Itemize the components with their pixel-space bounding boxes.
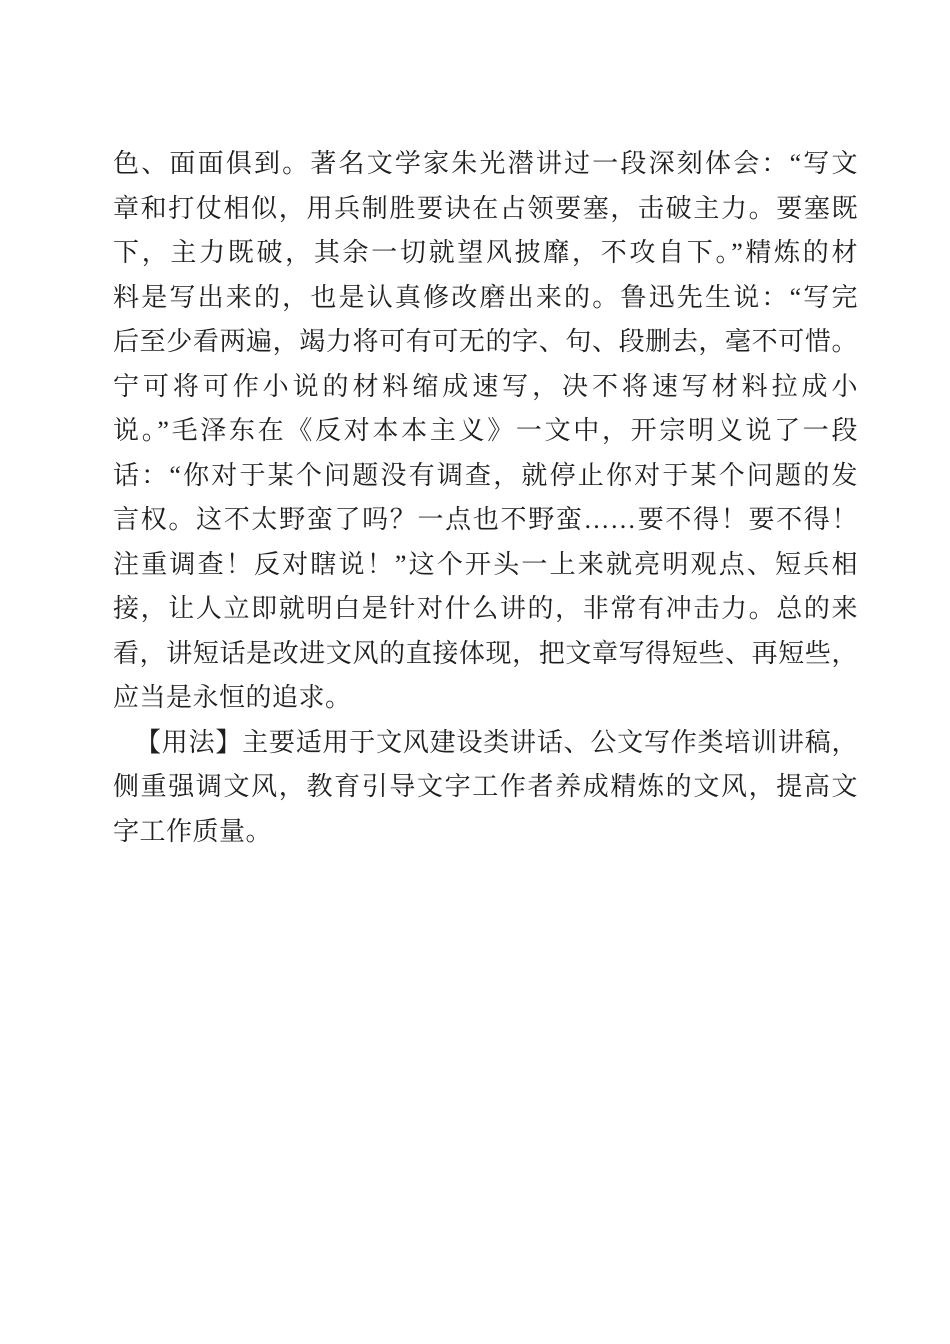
text-line: 接，让人立即就明白是针对什么讲的，非常有冲击力。总的来 [113,594,858,623]
text-line: 下，主力既破，其余一切就望风披靡，不攻自下。”精炼的材 [113,238,858,267]
paragraph-body-text [113,142,858,721]
text-line: 话：“你对于某个问题没有调查，就停止你对于某个问题的发 [113,460,858,490]
text-line: 宁可将可作小说的材料缩成速写，决不将速写材料拉成小 [113,371,858,401]
text-line: 应当是永恒的追求。 [113,683,352,712]
text-line: 说。”毛泽东在《反对本本主义》一文中，开宗明义说了一段 [113,416,858,445]
text-line: 【用法】主要适用于文风建设类讲话、公文写作类培训讲稿， [135,727,858,757]
text-line: 注重调查！反对瞎说！”这个开头一上来就亮明观点、短兵相 [113,549,858,579]
text-line: 章和打仗相似，用兵制胜要诀在占领要塞，击破主力。要塞既 [113,193,858,223]
text-line: 侧重强调文风，教育引导文字工作者养成精炼的文风，提高文 [113,772,858,801]
text-line: 后至少看两遍，竭力将可有可无的字、句、段删去，毫不可惜。 [113,327,858,356]
text-line: 料是写出来的，也是认真修改磨出来的。鲁迅先生说：“写完 [113,282,858,312]
paragraph-usage-note [113,721,858,855]
text-line: 色、面面俱到。著名文学家朱光潜讲过一段深刻体会：“写文 [113,149,858,178]
text-line: 看，讲短话是改进文风的直接体现，把文章写得短些、再短些， [113,638,858,668]
text-line: 字工作质量。 [113,816,273,846]
text-line: 言权。这不太野蛮了吗？一点也不野蛮……要不得！要不得！ [113,505,858,534]
